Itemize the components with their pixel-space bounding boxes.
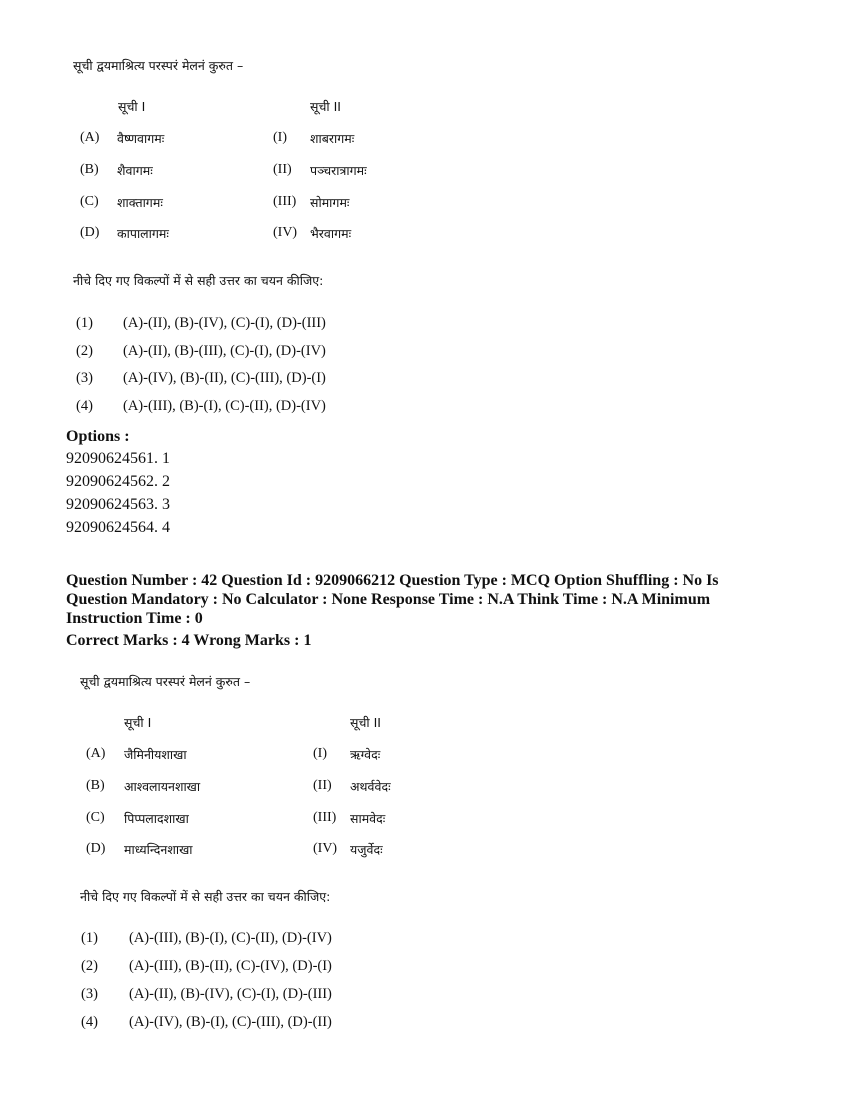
q41-row-b-label: (B): [80, 162, 99, 177]
q41-row-i-label: (I): [273, 130, 287, 145]
q41-row-c-item: शाक्तागमः: [117, 195, 163, 210]
q42-choose-text: नीचे दिए गए विकल्पों में से सही उत्तर का चयन कीजिए:: [80, 889, 331, 904]
q41-row-d-label: (D): [80, 225, 100, 240]
q42-meta-line-2: Question Mandatory : No Calculator : None Response Time : N.A Think Time : N.A Minimum: [66, 591, 711, 608]
q42-row-d-label: (D): [86, 841, 106, 856]
q41-list1-header: सूची I: [118, 99, 146, 114]
q42-row-c-label: (C): [86, 810, 105, 825]
q41-answer-2-text: (A)-(II), (B)-(III), (C)-(I), (D)-(IV): [123, 343, 326, 359]
q41-choose-text: नीचे दिए गए विकल्पों में से सही उत्तर का चयन कीजिए:: [73, 273, 324, 288]
q42-row-ii-label: (II): [313, 778, 332, 793]
q42-row-b-label: (B): [86, 778, 105, 793]
q42-row-iii-item: सामवेदः: [350, 811, 386, 826]
q41-options-label: Options :: [66, 428, 130, 445]
q42-answer-1-number: (1): [81, 930, 98, 946]
q42-row-iv-label: (IV): [313, 841, 338, 856]
q42-answer-4-text: (A)-(IV), (B)-(I), (C)-(III), (D)-(II): [129, 1014, 332, 1030]
q42-answer-2-text: (A)-(III), (B)-(II), (C)-(IV), (D)-(I): [129, 958, 332, 974]
q41-row-a-label: (A): [80, 130, 100, 145]
q41-answer-4-number: (4): [76, 398, 93, 414]
q42-row-c-item: पिप्पलादशाखा: [124, 811, 189, 826]
q42-list1-header: सूची I: [124, 715, 152, 730]
q41-option-3: 92090624563. 3: [66, 496, 170, 513]
q41-list2-header: सूची II: [310, 99, 341, 114]
q41-row-iii-item: सोमागमः: [310, 195, 350, 210]
q41-row-ii-item: पञ्चरात्रागमः: [310, 163, 367, 178]
q41-answer-1-number: (1): [76, 315, 93, 331]
q42-answer-3-text: (A)-(II), (B)-(IV), (C)-(I), (D)-(III): [129, 986, 332, 1002]
q41-option-4: 92090624564. 4: [66, 519, 170, 536]
q42-row-d-item: माध्यन्दिनशाखा: [124, 842, 193, 857]
q41-row-d-item: कापालागमः: [117, 226, 169, 241]
q41-answer-4-text: (A)-(III), (B)-(I), (C)-(II), (D)-(IV): [123, 398, 326, 414]
q41-row-iv-item: भैरवागमः: [310, 226, 352, 241]
q41-answer-3-text: (A)-(IV), (B)-(II), (C)-(III), (D)-(I): [123, 370, 326, 386]
q41-answer-2-number: (2): [76, 343, 93, 359]
q41-row-iv-label: (IV): [273, 225, 298, 240]
q42-meta-line-1: Question Number : 42 Question Id : 9209066212 Question Type : MCQ Option Shuffling : No Is: [66, 572, 719, 589]
q41-row-ii-label: (II): [273, 162, 292, 177]
q41-answer-3-number: (3): [76, 370, 93, 386]
q41-option-1: 92090624561. 1: [66, 450, 170, 467]
q41-option-2: 92090624562. 2: [66, 473, 170, 490]
q42-row-i-item: ऋग्वेदः: [350, 747, 381, 762]
q42-marks: Correct Marks : 4 Wrong Marks : 1: [66, 632, 312, 649]
q42-meta-line-3: Instruction Time : 0: [66, 610, 203, 627]
q41-row-b-item: शैवागमः: [117, 163, 153, 178]
q42-answer-4-number: (4): [81, 1014, 98, 1030]
q42-row-a-label: (A): [86, 746, 106, 761]
q42-answer-2-number: (2): [81, 958, 98, 974]
q42-row-ii-item: अथर्ववेदः: [350, 779, 391, 794]
q41-row-a-item: वैष्णवागमः: [117, 131, 165, 146]
q41-row-i-item: शाबरागमः: [310, 131, 355, 146]
q42-row-iii-label: (III): [313, 810, 337, 825]
q41-instruction: सूची द्वयमाश्रित्य परस्परं मेलनं कुरुत –: [73, 58, 244, 73]
q42-answer-1-text: (A)-(III), (B)-(I), (C)-(II), (D)-(IV): [129, 930, 332, 946]
q42-answer-3-number: (3): [81, 986, 98, 1002]
q41-answer-1-text: (A)-(II), (B)-(IV), (C)-(I), (D)-(III): [123, 315, 326, 331]
q42-row-a-item: जैमिनीयशाखा: [124, 747, 187, 762]
q41-row-iii-label: (III): [273, 194, 297, 209]
q42-row-iv-item: यजुर्वेदः: [350, 842, 383, 857]
q42-list2-header: सूची II: [350, 715, 381, 730]
q41-row-c-label: (C): [80, 194, 99, 209]
q42-instruction: सूची द्वयमाश्रित्य परस्परं मेलनं कुरुत –: [80, 674, 251, 689]
q42-row-i-label: (I): [313, 746, 327, 761]
q42-row-b-item: आश्वलायनशाखा: [124, 779, 201, 794]
